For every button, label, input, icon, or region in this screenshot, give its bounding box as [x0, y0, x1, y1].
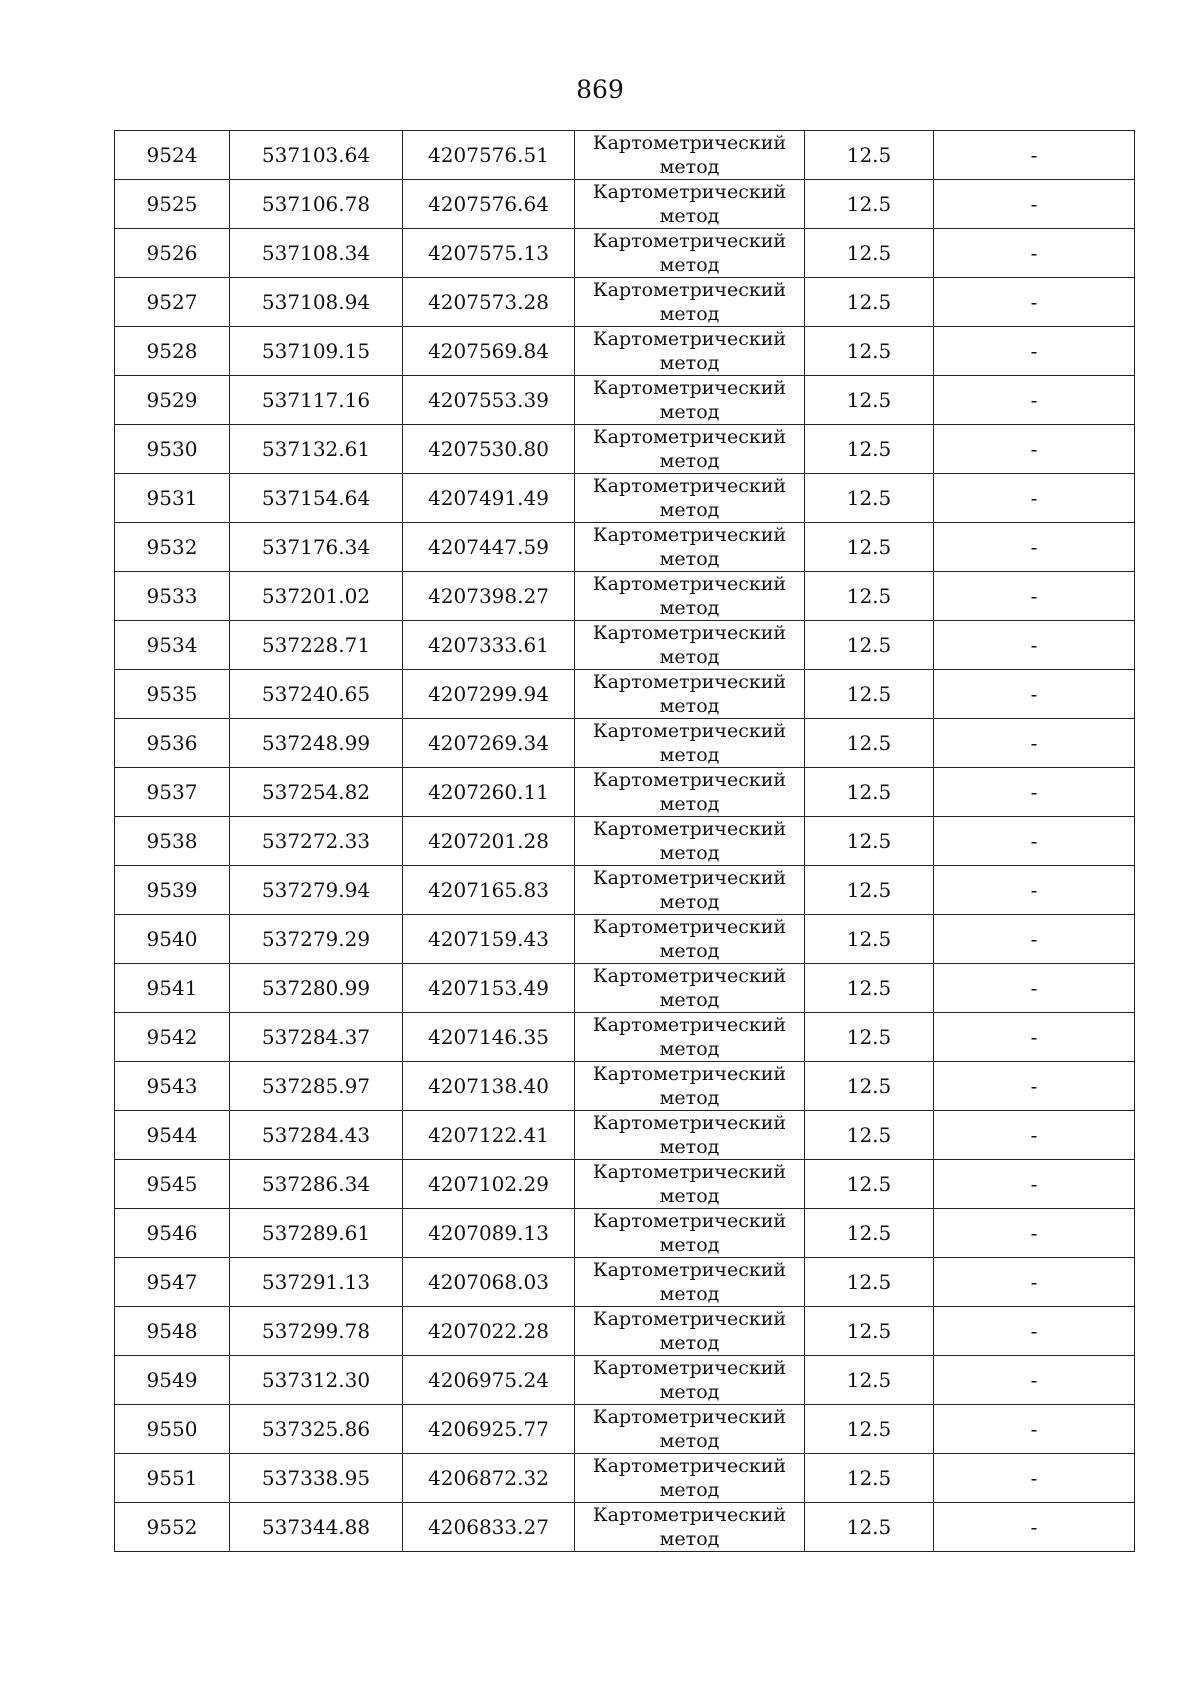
table-body [115, 131, 1135, 1552]
method-cell [575, 180, 805, 229]
x-coordinate-cell: 537108.34 [230, 229, 403, 278]
point-number-cell: 9543 [115, 1062, 230, 1111]
method-cell [575, 376, 805, 425]
accuracy-cell: 12.5 [805, 131, 934, 180]
point-number-cell: 9539 [115, 866, 230, 915]
x-coordinate-cell: 537201.02 [230, 572, 403, 621]
accuracy-cell: 12.5 [805, 719, 934, 768]
method-line-2: метод [659, 646, 720, 668]
point-number-cell: 9541 [115, 964, 230, 1013]
method-line-2: метод [659, 1038, 720, 1060]
method-line-2: метод [659, 1136, 720, 1158]
note-cell: - [934, 1307, 1135, 1356]
table-row [115, 1356, 1135, 1405]
method-line-1: Картометрический [592, 916, 787, 938]
x-coordinate-cell: 537284.43 [230, 1111, 403, 1160]
table-row [115, 1503, 1135, 1552]
table-row [115, 866, 1135, 915]
table-row [115, 1111, 1135, 1160]
note-cell: - [934, 474, 1135, 523]
table-row [115, 229, 1135, 278]
point-number-cell: 9547 [115, 1258, 230, 1307]
method-cell [575, 621, 805, 670]
x-coordinate-cell: 537291.13 [230, 1258, 403, 1307]
method-cell [575, 1405, 805, 1454]
method-line-1: Картометрический [592, 132, 787, 154]
method-line-2: метод [659, 1528, 720, 1550]
y-coordinate-cell: 4207333.61 [403, 621, 575, 670]
accuracy-cell: 12.5 [805, 278, 934, 327]
method-cell [575, 1111, 805, 1160]
y-coordinate-cell: 4207530.80 [403, 425, 575, 474]
note-cell: - [934, 1111, 1135, 1160]
y-coordinate-cell: 4207102.29 [403, 1160, 575, 1209]
x-coordinate-cell: 537117.16 [230, 376, 403, 425]
note-cell: - [934, 866, 1135, 915]
accuracy-cell: 12.5 [805, 1503, 934, 1552]
method-cell [575, 572, 805, 621]
point-number-cell: 9544 [115, 1111, 230, 1160]
table-row [115, 1062, 1135, 1111]
point-number-cell: 9529 [115, 376, 230, 425]
method-line-1: Картометрический [592, 1112, 787, 1134]
method-line-2: метод [659, 254, 720, 276]
method-line-1: Картометрический [592, 573, 787, 595]
accuracy-cell: 12.5 [805, 1209, 934, 1258]
method-cell [575, 229, 805, 278]
accuracy-cell: 12.5 [805, 817, 934, 866]
accuracy-cell: 12.5 [805, 1160, 934, 1209]
note-cell: - [934, 278, 1135, 327]
accuracy-cell: 12.5 [805, 866, 934, 915]
method-cell [575, 670, 805, 719]
method-cell [575, 1160, 805, 1209]
y-coordinate-cell: 4207575.13 [403, 229, 575, 278]
y-coordinate-cell: 4207576.51 [403, 131, 575, 180]
x-coordinate-cell: 537289.61 [230, 1209, 403, 1258]
note-cell: - [934, 572, 1135, 621]
method-cell [575, 866, 805, 915]
accuracy-cell: 12.5 [805, 1454, 934, 1503]
method-cell [575, 1062, 805, 1111]
x-coordinate-cell: 537228.71 [230, 621, 403, 670]
accuracy-cell: 12.5 [805, 327, 934, 376]
x-coordinate-cell: 537108.94 [230, 278, 403, 327]
method-cell [575, 817, 805, 866]
accuracy-cell: 12.5 [805, 964, 934, 1013]
x-coordinate-cell: 537338.95 [230, 1454, 403, 1503]
point-number-cell: 9535 [115, 670, 230, 719]
table-row [115, 621, 1135, 670]
note-cell: - [934, 670, 1135, 719]
method-line-2: метод [659, 303, 720, 325]
point-number-cell: 9527 [115, 278, 230, 327]
method-line-2: метод [659, 597, 720, 619]
method-line-1: Картометрический [592, 671, 787, 693]
y-coordinate-cell: 4206833.27 [403, 1503, 575, 1552]
method-line-1: Картометрический [592, 279, 787, 301]
accuracy-cell: 12.5 [805, 1356, 934, 1405]
point-number-cell: 9550 [115, 1405, 230, 1454]
table-row [115, 964, 1135, 1013]
note-cell: - [934, 1013, 1135, 1062]
method-cell [575, 523, 805, 572]
y-coordinate-cell: 4207089.13 [403, 1209, 575, 1258]
note-cell: - [934, 425, 1135, 474]
method-line-1: Картометрический [592, 1063, 787, 1085]
method-line-1: Картометрический [592, 1308, 787, 1330]
method-line-2: метод [659, 842, 720, 864]
note-cell: - [934, 817, 1135, 866]
y-coordinate-cell: 4207299.94 [403, 670, 575, 719]
table-row [115, 817, 1135, 866]
y-coordinate-cell: 4207165.83 [403, 866, 575, 915]
accuracy-cell: 12.5 [805, 768, 934, 817]
table-row [115, 670, 1135, 719]
x-coordinate-cell: 537272.33 [230, 817, 403, 866]
point-number-cell: 9532 [115, 523, 230, 572]
note-cell: - [934, 768, 1135, 817]
x-coordinate-cell: 537286.34 [230, 1160, 403, 1209]
point-number-cell: 9530 [115, 425, 230, 474]
method-cell [575, 1013, 805, 1062]
x-coordinate-cell: 537248.99 [230, 719, 403, 768]
method-line-2: метод [659, 989, 720, 1011]
method-line-2: метод [659, 352, 720, 374]
accuracy-cell: 12.5 [805, 229, 934, 278]
point-number-cell: 9548 [115, 1307, 230, 1356]
note-cell: - [934, 523, 1135, 572]
method-cell [575, 768, 805, 817]
note-cell: - [934, 915, 1135, 964]
method-line-1: Картометрический [592, 1455, 787, 1477]
note-cell: - [934, 229, 1135, 278]
method-line-2: метод [659, 1185, 720, 1207]
accuracy-cell: 12.5 [805, 1307, 934, 1356]
method-line-2: метод [659, 940, 720, 962]
y-coordinate-cell: 4207201.28 [403, 817, 575, 866]
note-cell: - [934, 1062, 1135, 1111]
point-number-cell: 9549 [115, 1356, 230, 1405]
accuracy-cell: 12.5 [805, 425, 934, 474]
y-coordinate-cell: 4207553.39 [403, 376, 575, 425]
table-row [115, 474, 1135, 523]
method-cell [575, 1356, 805, 1405]
note-cell: - [934, 1209, 1135, 1258]
method-line-2: метод [659, 1283, 720, 1305]
method-line-1: Картометрический [592, 818, 787, 840]
note-cell: - [934, 376, 1135, 425]
x-coordinate-cell: 537325.86 [230, 1405, 403, 1454]
method-line-1: Картометрический [592, 1504, 787, 1526]
y-coordinate-cell: 4207138.40 [403, 1062, 575, 1111]
method-line-2: метод [659, 401, 720, 423]
x-coordinate-cell: 537106.78 [230, 180, 403, 229]
method-line-2: метод [659, 1087, 720, 1109]
method-line-2: метод [659, 695, 720, 717]
table-row [115, 376, 1135, 425]
method-line-2: метод [659, 450, 720, 472]
method-cell [575, 964, 805, 1013]
table-row [115, 915, 1135, 964]
y-coordinate-cell: 4206925.77 [403, 1405, 575, 1454]
note-cell: - [934, 180, 1135, 229]
table-row [115, 1258, 1135, 1307]
accuracy-cell: 12.5 [805, 915, 934, 964]
y-coordinate-cell: 4207569.84 [403, 327, 575, 376]
note-cell: - [934, 1454, 1135, 1503]
method-line-1: Картометрический [592, 1406, 787, 1428]
point-number-cell: 9542 [115, 1013, 230, 1062]
note-cell: - [934, 131, 1135, 180]
method-cell [575, 1503, 805, 1552]
method-line-2: метод [659, 499, 720, 521]
accuracy-cell: 12.5 [805, 1405, 934, 1454]
table-row [115, 1209, 1135, 1258]
table-row [115, 1307, 1135, 1356]
y-coordinate-cell: 4207576.64 [403, 180, 575, 229]
accuracy-cell: 12.5 [805, 670, 934, 719]
method-line-2: метод [659, 1332, 720, 1354]
method-line-1: Картометрический [592, 426, 787, 448]
note-cell: - [934, 1405, 1135, 1454]
method-line-1: Картометрический [592, 1357, 787, 1379]
x-coordinate-cell: 537176.34 [230, 523, 403, 572]
method-line-1: Картометрический [592, 769, 787, 791]
table-row [115, 768, 1135, 817]
accuracy-cell: 12.5 [805, 1111, 934, 1160]
y-coordinate-cell: 4207146.35 [403, 1013, 575, 1062]
y-coordinate-cell: 4207269.34 [403, 719, 575, 768]
y-coordinate-cell: 4207260.11 [403, 768, 575, 817]
table-row [115, 131, 1135, 180]
note-cell: - [934, 327, 1135, 376]
x-coordinate-cell: 537299.78 [230, 1307, 403, 1356]
table-row [115, 180, 1135, 229]
accuracy-cell: 12.5 [805, 572, 934, 621]
y-coordinate-cell: 4206975.24 [403, 1356, 575, 1405]
method-line-1: Картометрический [592, 622, 787, 644]
method-cell [575, 278, 805, 327]
note-cell: - [934, 1356, 1135, 1405]
note-cell: - [934, 1503, 1135, 1552]
table-row [115, 1160, 1135, 1209]
accuracy-cell: 12.5 [805, 1062, 934, 1111]
method-line-1: Картометрический [592, 867, 787, 889]
point-number-cell: 9534 [115, 621, 230, 670]
method-line-1: Картометрический [592, 181, 787, 203]
accuracy-cell: 12.5 [805, 1013, 934, 1062]
accuracy-cell: 12.5 [805, 180, 934, 229]
y-coordinate-cell: 4207153.49 [403, 964, 575, 1013]
point-number-cell: 9524 [115, 131, 230, 180]
x-coordinate-cell: 537280.99 [230, 964, 403, 1013]
table-row [115, 327, 1135, 376]
point-number-cell: 9540 [115, 915, 230, 964]
page-number: 869 [576, 75, 624, 104]
method-cell [575, 1209, 805, 1258]
method-cell [575, 131, 805, 180]
point-number-cell: 9546 [115, 1209, 230, 1258]
point-number-cell: 9533 [115, 572, 230, 621]
note-cell: - [934, 621, 1135, 670]
method-line-2: метод [659, 1234, 720, 1256]
point-number-cell: 9531 [115, 474, 230, 523]
y-coordinate-cell: 4207447.59 [403, 523, 575, 572]
method-line-1: Картометрический [592, 1259, 787, 1281]
x-coordinate-cell: 537279.94 [230, 866, 403, 915]
y-coordinate-cell: 4206872.32 [403, 1454, 575, 1503]
point-number-cell: 9526 [115, 229, 230, 278]
y-coordinate-cell: 4207159.43 [403, 915, 575, 964]
method-cell [575, 1258, 805, 1307]
x-coordinate-cell: 537285.97 [230, 1062, 403, 1111]
method-line-1: Картометрический [592, 965, 787, 987]
accuracy-cell: 12.5 [805, 523, 934, 572]
y-coordinate-cell: 4207022.28 [403, 1307, 575, 1356]
accuracy-cell: 12.5 [805, 621, 934, 670]
method-line-1: Картометрический [592, 328, 787, 350]
y-coordinate-cell: 4207573.28 [403, 278, 575, 327]
table-row [115, 1013, 1135, 1062]
x-coordinate-cell: 537254.82 [230, 768, 403, 817]
method-line-1: Картометрический [592, 1210, 787, 1232]
method-cell [575, 719, 805, 768]
x-coordinate-cell: 537109.15 [230, 327, 403, 376]
point-number-cell: 9538 [115, 817, 230, 866]
x-coordinate-cell: 537154.64 [230, 474, 403, 523]
x-coordinate-cell: 537240.65 [230, 670, 403, 719]
method-line-1: Картометрический [592, 720, 787, 742]
table-row [115, 1454, 1135, 1503]
x-coordinate-cell: 537279.29 [230, 915, 403, 964]
method-line-1: Картометрический [592, 475, 787, 497]
x-coordinate-cell: 537344.88 [230, 1503, 403, 1552]
coordinates-table [114, 130, 1135, 1552]
method-cell [575, 1454, 805, 1503]
accuracy-cell: 12.5 [805, 474, 934, 523]
note-cell: - [934, 964, 1135, 1013]
method-line-2: метод [659, 1430, 720, 1452]
note-cell: - [934, 719, 1135, 768]
method-line-1: Картометрический [592, 1161, 787, 1183]
method-line-2: метод [659, 1479, 720, 1501]
point-number-cell: 9528 [115, 327, 230, 376]
table-row [115, 425, 1135, 474]
table-row [115, 572, 1135, 621]
note-cell: - [934, 1258, 1135, 1307]
method-cell [575, 915, 805, 964]
point-number-cell: 9552 [115, 1503, 230, 1552]
point-number-cell: 9545 [115, 1160, 230, 1209]
method-line-2: метод [659, 156, 720, 178]
method-cell [575, 1307, 805, 1356]
method-cell [575, 327, 805, 376]
method-line-1: Картометрический [592, 1014, 787, 1036]
method-line-1: Картометрический [592, 377, 787, 399]
table-row [115, 278, 1135, 327]
point-number-cell: 9551 [115, 1454, 230, 1503]
method-line-2: метод [659, 891, 720, 913]
method-cell [575, 425, 805, 474]
method-line-2: метод [659, 1381, 720, 1403]
x-coordinate-cell: 537103.64 [230, 131, 403, 180]
point-number-cell: 9537 [115, 768, 230, 817]
point-number-cell: 9525 [115, 180, 230, 229]
method-line-1: Картометрический [592, 524, 787, 546]
table-row [115, 523, 1135, 572]
table-row [115, 1405, 1135, 1454]
accuracy-cell: 12.5 [805, 1258, 934, 1307]
method-cell [575, 474, 805, 523]
method-line-2: метод [659, 793, 720, 815]
note-cell: - [934, 1160, 1135, 1209]
y-coordinate-cell: 4207068.03 [403, 1258, 575, 1307]
y-coordinate-cell: 4207122.41 [403, 1111, 575, 1160]
x-coordinate-cell: 537312.30 [230, 1356, 403, 1405]
accuracy-cell: 12.5 [805, 376, 934, 425]
method-line-2: метод [659, 548, 720, 570]
y-coordinate-cell: 4207398.27 [403, 572, 575, 621]
y-coordinate-cell: 4207491.49 [403, 474, 575, 523]
x-coordinate-cell: 537132.61 [230, 425, 403, 474]
method-line-2: метод [659, 744, 720, 766]
table-row [115, 719, 1135, 768]
x-coordinate-cell: 537284.37 [230, 1013, 403, 1062]
method-line-2: метод [659, 205, 720, 227]
point-number-cell: 9536 [115, 719, 230, 768]
method-line-1: Картометрический [592, 230, 787, 252]
